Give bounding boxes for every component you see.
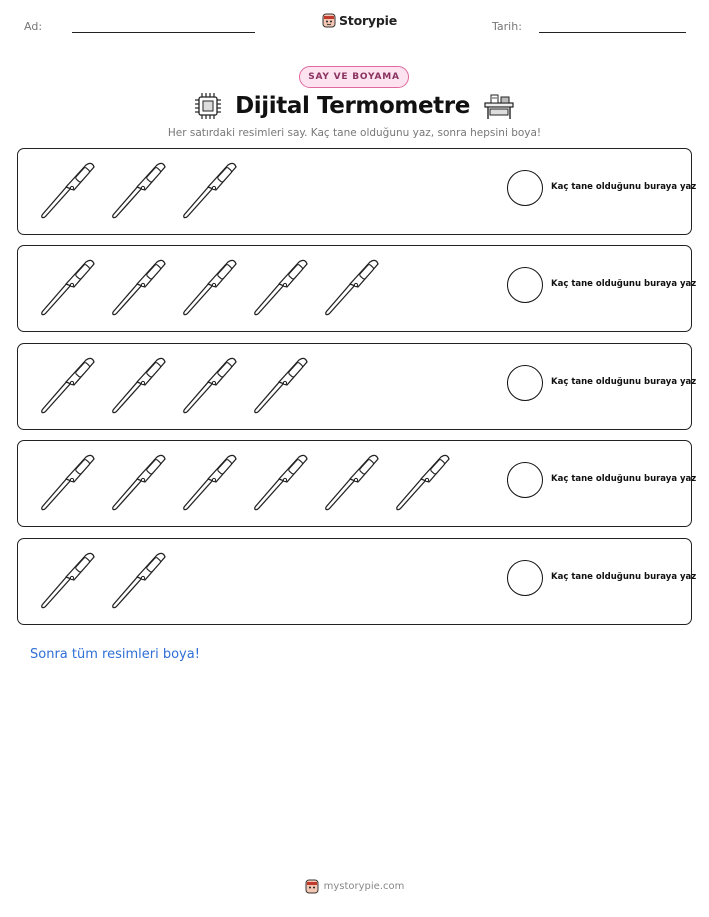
digital-thermometer-icon[interactable]	[170, 352, 241, 418]
digital-thermometer-icon[interactable]	[28, 254, 99, 320]
digital-thermometer-icon[interactable]	[170, 254, 241, 320]
chip-icon	[193, 91, 223, 121]
site-footer	[0, 879, 709, 894]
answer-circle[interactable]	[507, 267, 543, 303]
answer-prompt: Kaç tane olduğunu buraya yaz	[551, 182, 697, 192]
digital-thermometer-icon[interactable]	[170, 157, 241, 223]
answer-circle[interactable]	[507, 560, 543, 596]
brand-name: Storypie	[339, 13, 397, 28]
date-label: Tarih:	[492, 20, 522, 33]
answer-circle[interactable]	[507, 365, 543, 401]
answer-prompt: Kaç tane olduğunu buraya yaz	[551, 572, 697, 582]
item-group	[28, 547, 170, 613]
item-group	[28, 157, 241, 223]
digital-thermometer-icon[interactable]	[241, 352, 312, 418]
count-row-5	[17, 538, 697, 625]
digital-thermometer-icon[interactable]	[241, 449, 312, 515]
count-row-1	[17, 148, 697, 235]
digital-thermometer-icon[interactable]	[170, 449, 241, 515]
title-area	[0, 91, 709, 121]
digital-thermometer-icon[interactable]	[99, 547, 170, 613]
digital-thermometer-icon[interactable]	[241, 254, 312, 320]
page-title: Dijital Termometre	[235, 93, 470, 119]
digital-thermometer-icon[interactable]	[99, 449, 170, 515]
digital-thermometer-icon[interactable]	[383, 449, 454, 515]
digital-thermometer-icon[interactable]	[99, 352, 170, 418]
item-group	[28, 352, 312, 418]
site-url: mystorypie.com	[323, 881, 405, 892]
date-line[interactable]	[539, 32, 686, 33]
activity-badge: SAY VE BOYAMA	[299, 66, 409, 88]
digital-thermometer-icon[interactable]	[28, 547, 99, 613]
digital-thermometer-icon[interactable]	[99, 157, 170, 223]
count-row-3	[17, 343, 697, 430]
answer-prompt: Kaç tane olduğunu buraya yaz	[551, 279, 697, 289]
storypie-mascot-icon	[305, 879, 319, 894]
answer-prompt: Kaç tane olduğunu buraya yaz	[551, 474, 697, 484]
answer-prompt: Kaç tane olduğunu buraya yaz	[551, 377, 697, 387]
digital-thermometer-icon[interactable]	[28, 157, 99, 223]
footer-note: Sonra tüm resimleri boya!	[30, 647, 200, 662]
instructions: Her satırdaki resimleri say. Kaç tane olduğunu yaz, sonra hepsini boya!	[167, 127, 542, 139]
brand-logo	[322, 13, 397, 28]
digital-thermometer-icon[interactable]	[312, 254, 383, 320]
storypie-mascot-icon	[322, 13, 336, 28]
workbench-icon	[482, 91, 516, 121]
answer-circle[interactable]	[507, 462, 543, 498]
digital-thermometer-icon[interactable]	[28, 449, 99, 515]
item-group	[28, 449, 454, 515]
name-line[interactable]	[72, 32, 255, 33]
count-row-2	[17, 245, 697, 332]
name-label: Ad:	[24, 20, 43, 33]
count-row-4	[17, 440, 697, 527]
digital-thermometer-icon[interactable]	[99, 254, 170, 320]
digital-thermometer-icon[interactable]	[28, 352, 99, 418]
item-group	[28, 254, 383, 320]
digital-thermometer-icon[interactable]	[312, 449, 383, 515]
answer-circle[interactable]	[507, 170, 543, 206]
